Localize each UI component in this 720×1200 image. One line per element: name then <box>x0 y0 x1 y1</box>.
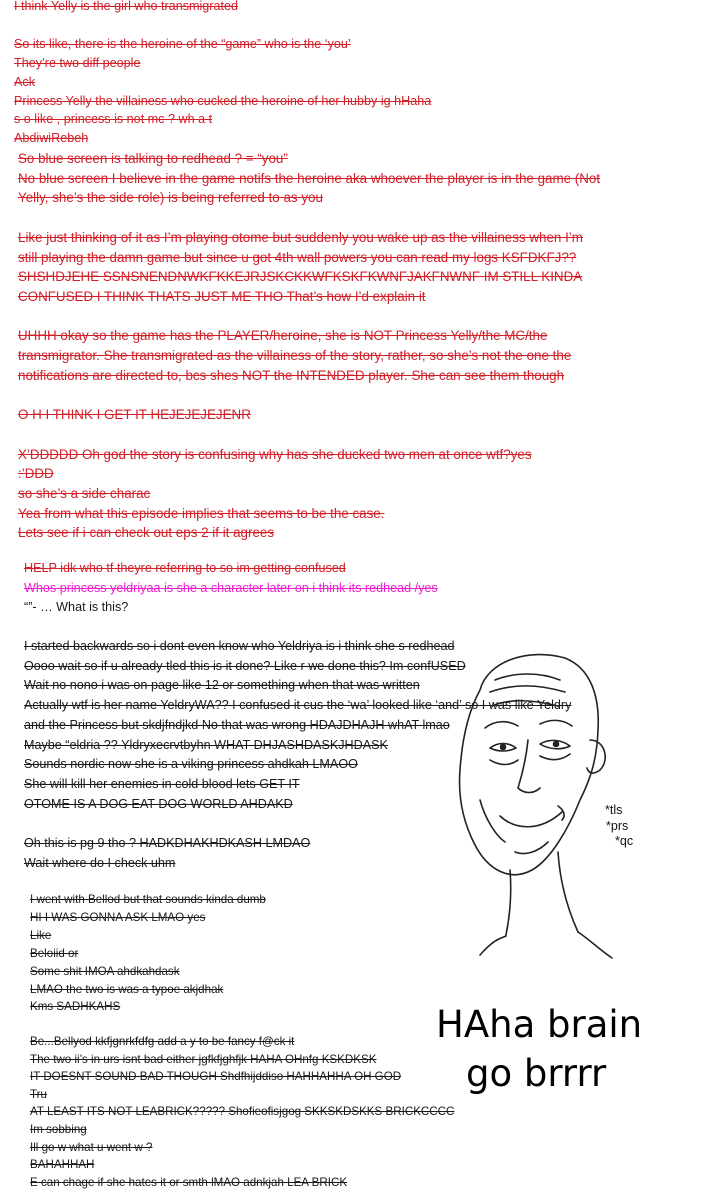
chat-line: Like just thinking of it as I’m playing otome but suddenly you wake up as the villainess when I’m <box>18 229 583 245</box>
chat-line: :’DDD <box>18 466 54 482</box>
chat-line: Sounds nordic now she is a viking princess ahdkah LMAOO <box>24 757 358 772</box>
chat-line: Like <box>30 928 52 942</box>
chat-line: Kms SADHKAHS <box>30 1000 121 1014</box>
chat-line: so she’s a side charac <box>18 485 151 501</box>
chat-line: So blue screen is talking to redhead ? = “you” <box>18 151 288 166</box>
chat-line: “”- … What is this? <box>24 600 129 614</box>
chat-line: Oh this is pg 9 tho ? HADKDHAKHDKASH LMDAO <box>24 836 311 850</box>
chat-line: Some shit IMOA ahdkahdask <box>30 964 180 978</box>
chat-line: Be...Bellyod kkfjgnrkfdfg add a y to be fancy f@ck it <box>30 1035 295 1048</box>
chat-line: notifications are directed to, bcs shes NOT the INTENDED player. She can see them though <box>18 367 565 383</box>
chat-line: She will kill her enemies in cold blood lets GET IT <box>24 776 300 791</box>
chat-line: I went with Bellod but that sounds kinda dumb <box>30 893 266 906</box>
chat-line: SHSHDJEHE SSNSNENDNWKFKKEJRJSKCKKWFKSKFKWNFJAKFNWNF IM STILL KINDA <box>18 269 583 285</box>
chat-line: Ill go w what u went w ? <box>30 1140 153 1154</box>
chat-line: HELP idk who tf theyre referring to so im getting confused <box>24 561 346 575</box>
chat-line: Tru <box>30 1087 47 1101</box>
chat-line: s o like , princess is not mc ? wh a t <box>14 112 213 127</box>
chat-line: BAHAHHAH <box>30 1158 95 1172</box>
chat-line: I think Yelly is the girl who transmigrated <box>14 0 238 13</box>
meme-caption-line2: go brrrr <box>466 1052 607 1095</box>
chat-line: AbdiwiRebeh <box>14 131 89 146</box>
note-qc: *qc <box>615 834 634 849</box>
chat-line: Beloiid or <box>30 946 79 960</box>
chat-line: I started backwards so i dont even know who Yeldriya is i think she s redhead <box>24 639 455 653</box>
chat-line: Actually wtf is her name YeldryWA?? I confused it cus the ‘wa’ looked like ‘and’ so I was like Yeldry <box>24 698 572 713</box>
chat-line: Yelly, she’s the side role) is being referred to as you <box>18 190 323 206</box>
wojak-drawing <box>440 620 630 960</box>
chat-line: IT DOESNT SOUND BAD THOUGH Shdfhijddiso HAHHAHHA OH GOD <box>30 1070 402 1084</box>
chat-line: Lets see if i can check out eps 2 if it agrees <box>18 525 275 541</box>
chat-line: E can chage if she hates it or smth lMAO adnkjah LEA BRICK <box>30 1175 348 1189</box>
chat-line: Whos princess yeldriyaa is she a character later on i think its redhead /yes <box>24 580 438 595</box>
chat-line: Maybe “eldria ?? Yldryxecrvtbyhn WHAT DHJASHDASKJHDASK <box>24 737 388 752</box>
chat-line: The two ii’s in urs isnt bad either jgfkfjghfjk HAHA OHnfg KSKDKSK <box>30 1052 377 1066</box>
note-prs: *prs <box>606 818 629 833</box>
chat-line: No blue screen I believe in the game notifs the heroine aka whoever the player is in the game (Not <box>18 170 601 186</box>
chat-line: Wait where do I check uhm <box>24 855 176 870</box>
chat-line: AT LEAST ITS NOT LEABRICK????? Shofieofisjgog SKKSKDSKKS BRICKCCCC <box>30 1105 455 1119</box>
chat-line: transmigrator. She transmigrated as the villainess of the story, rather, so she’s not the one the <box>18 348 572 363</box>
translator-notes <box>605 803 633 850</box>
chat-line: So its like, there is the heroine of the “game” who is the ‘you’ <box>14 36 351 51</box>
meme-caption-line1: HAha brain <box>436 1003 643 1046</box>
chat-line: CONFUSED I THINK THATS JUST ME THO That’s how I’d explain it <box>18 288 426 304</box>
chat-line: and the Princess but skdjfndjkd No that was wrong HDAJDHAJH whAT lmao <box>24 717 450 732</box>
chat-line: X’DDDDD Oh god the story is confusing why has she ducked two men at once wtf?yes <box>18 446 532 462</box>
chat-line: HI I WAS GONNA ASK LMAO yes <box>30 910 206 924</box>
chat-line: Ack <box>14 74 35 89</box>
chat-line: Wait no nono i was on page like 12 or something when that was written <box>24 678 420 693</box>
note-tls: *tls <box>605 803 623 817</box>
chat-line: Oooo wait so if u already tled this is it done? Like r we done this? Im confUSED <box>24 658 466 673</box>
chat-line: LMAO the two is was a typoe akjdhak <box>30 982 224 996</box>
chat-line: O H I THINK I GET IT HEJEJEJEJENR <box>18 407 251 423</box>
chat-line: Im sobbing <box>30 1123 87 1136</box>
chat-line: OTOME IS A DOG EAT DOG WORLD AHDAKD <box>24 796 293 811</box>
chat-line: Princess Yelly the villainess who cucked the heroine of her hubby ig hHaha <box>14 93 432 108</box>
chat-line: UHHH okay so the game has the PLAYER/heroine, she is NOT Princess Yelly/the MC/the <box>18 328 548 344</box>
chat-line: still playing the damn game but since u got 4th wall powers you can read my logs KSFDKFJ?? <box>18 249 577 265</box>
chat-line: They’re two diff people <box>14 55 141 70</box>
chat-line: Yea from what this episode implies that seems to be the case. <box>18 505 385 521</box>
